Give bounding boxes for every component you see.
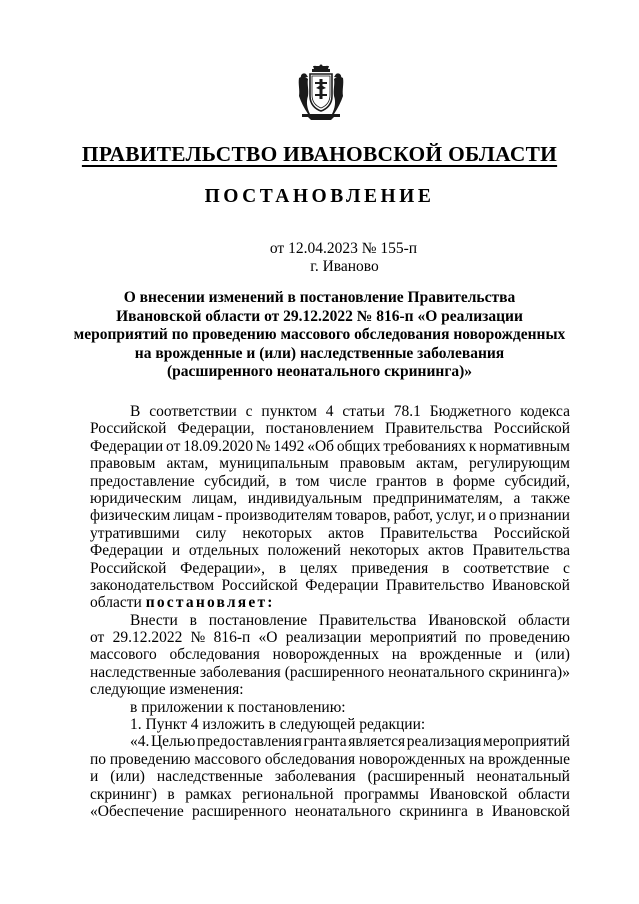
word: актов <box>427 542 464 560</box>
word: с <box>245 403 253 420</box>
paragraph-line <box>90 612 570 629</box>
word: лицам <box>173 507 215 525</box>
word: к <box>468 437 477 455</box>
word: мероприятий <box>369 629 457 647</box>
paragraph-preamble <box>90 403 570 594</box>
paragraph-line <box>90 594 570 611</box>
word: области <box>518 611 570 629</box>
word: Бюджетного <box>429 403 512 420</box>
word: в <box>167 785 175 803</box>
word: Целью <box>150 733 196 751</box>
word: Федерации, <box>177 420 255 438</box>
word: в <box>436 472 444 490</box>
word: признании <box>499 507 570 525</box>
paragraph-line <box>90 560 570 577</box>
word: 18.09.2020 <box>183 437 253 455</box>
word: в <box>441 559 450 577</box>
word: числе <box>328 472 367 490</box>
paragraph-line <box>90 681 570 698</box>
word: предпринимателям, <box>372 489 503 507</box>
subject-line: мероприятий по проведению массового обследования новорожденных <box>73 326 566 343</box>
subject-line: на врожденные и (или) наследственные заболевания <box>134 344 505 362</box>
paragraph-line <box>90 438 570 455</box>
word: проведению <box>109 750 191 768</box>
word: муниципальным <box>219 455 329 473</box>
line-text: следующие изменения: <box>90 681 244 699</box>
paragraph-line <box>90 751 570 768</box>
document-type: ПОСТАНОВЛЕНИЕ <box>204 186 435 207</box>
word: программы <box>344 785 419 803</box>
word: «Об <box>307 437 335 455</box>
line-text: 1. Пункт 4 изложить в следующей редакции: <box>130 716 426 734</box>
word: Внести <box>130 611 178 629</box>
word: целях <box>299 559 338 577</box>
word: региональной <box>242 785 334 803</box>
government-title <box>0 140 639 168</box>
word: требованиях <box>383 437 467 455</box>
word: новорожденных <box>272 646 379 664</box>
paragraph-line <box>90 733 570 750</box>
line-text: области <box>90 594 146 612</box>
word: отдельных <box>188 542 259 560</box>
paragraph-line <box>90 629 570 646</box>
paragraph-line <box>90 664 570 681</box>
word: грантов <box>375 472 427 490</box>
word: том <box>295 472 320 490</box>
word: от <box>90 629 105 647</box>
word: товаров, <box>335 507 391 525</box>
word: в <box>189 611 197 629</box>
word: Ивановской <box>491 576 570 594</box>
paragraph-line <box>90 403 570 420</box>
word: правовым <box>339 455 406 473</box>
word: проведению <box>489 629 570 647</box>
word: соответствии <box>149 403 237 420</box>
word: «О <box>258 629 278 647</box>
word: заболевания <box>274 768 356 786</box>
document-subject <box>60 289 579 382</box>
word: в <box>476 802 484 820</box>
word: услуг, <box>435 507 475 525</box>
word: Федерации <box>305 576 379 594</box>
word: статьи <box>342 403 385 420</box>
word: а <box>513 489 521 507</box>
paragraph-amendment <box>90 612 570 682</box>
word: - <box>217 507 223 525</box>
word: индивидуальным <box>247 489 363 507</box>
word: Российской <box>90 420 167 438</box>
word: Ивановской <box>429 785 508 803</box>
word: предоставления <box>197 733 302 751</box>
paragraph-line <box>90 507 570 524</box>
word: по <box>464 629 482 647</box>
resolves-keyword: постановляет: <box>145 594 275 612</box>
word: заболевания <box>199 663 281 681</box>
word: актам, <box>166 455 209 473</box>
word: и <box>171 542 181 560</box>
word: (расширенного <box>284 663 385 681</box>
word: юридическим <box>90 489 182 507</box>
word: врожденные <box>488 750 570 768</box>
word: общих <box>336 437 381 455</box>
line-text: в приложении к постановлению: <box>130 698 346 716</box>
word: неонатального <box>294 802 391 820</box>
word: (или) <box>535 646 570 664</box>
word: постановление <box>208 611 308 629</box>
word: физическим <box>90 507 171 525</box>
word: силу <box>195 524 227 542</box>
word: также <box>531 489 570 507</box>
word: врожденные <box>419 646 502 664</box>
word: некоторых <box>349 542 420 560</box>
word: и <box>90 768 99 786</box>
word: о <box>488 507 497 525</box>
word: Правительства <box>384 420 483 438</box>
word: от <box>166 437 181 455</box>
word: предоставление <box>90 472 195 490</box>
word: Правительство <box>385 576 485 594</box>
word: гранта <box>303 733 347 751</box>
word: Правительства <box>472 542 570 560</box>
subject-line: (расширенного неонатального скрининга)» <box>166 363 473 380</box>
word: наследственные <box>90 663 196 681</box>
word: производителям <box>225 507 333 525</box>
word: Правительства <box>318 611 417 629</box>
word: Российской <box>493 524 570 542</box>
word: форме <box>452 472 495 490</box>
word: в <box>278 559 287 577</box>
word: с <box>563 559 570 577</box>
word: области <box>518 785 570 803</box>
word: на <box>469 750 485 768</box>
word: Федерации <box>90 437 164 455</box>
paragraph-line <box>90 716 570 733</box>
word: В <box>130 403 141 420</box>
word: новорожденных <box>359 750 466 768</box>
word: 4 <box>325 403 334 420</box>
paragraph-line <box>90 455 570 472</box>
word: в <box>279 472 287 490</box>
word: 1492 <box>273 437 305 455</box>
word: субсидий, <box>204 472 270 490</box>
word: Ивановской <box>491 802 570 820</box>
word: соответствие <box>463 559 550 577</box>
document-date-number: от 12.04.2023 № 155-п <box>269 240 418 257</box>
word: пунктом <box>261 403 317 420</box>
word: и <box>477 507 486 525</box>
coat-of-arms-icon <box>296 64 346 120</box>
paragraph-line <box>90 420 570 437</box>
word: Российской <box>221 576 298 594</box>
word: правовым <box>90 455 156 473</box>
word: рамках <box>185 785 232 803</box>
word: регулирующим <box>468 455 570 473</box>
word: Федерации <box>90 542 164 560</box>
word: массового <box>90 646 157 664</box>
paragraph-line <box>90 803 570 820</box>
word: на <box>391 646 407 664</box>
word: скрининга <box>399 802 468 820</box>
word: неонатальный <box>476 768 570 786</box>
word: утратившими <box>90 524 180 542</box>
word: мероприятий <box>482 733 570 751</box>
word: законодательством <box>90 576 215 594</box>
paragraph-line <box>90 542 570 559</box>
word: обследования <box>169 646 260 664</box>
word: массового <box>194 750 262 768</box>
word: Российской <box>90 559 167 577</box>
paragraph-line <box>90 768 570 785</box>
paragraph-new-wording <box>90 733 570 820</box>
paragraph-line <box>90 699 570 716</box>
word: скрининга)» <box>488 663 570 681</box>
word: нормативным <box>479 437 570 455</box>
word: «4. <box>130 733 150 751</box>
word: актам, <box>416 455 458 473</box>
paragraph-line <box>90 473 570 490</box>
word: 78.1 <box>393 403 421 420</box>
document-city: г. Иваново <box>310 258 379 275</box>
word: (расширенный <box>367 768 465 786</box>
paragraph-line <box>90 577 570 594</box>
word: по <box>90 750 107 768</box>
word: Федерации», <box>180 559 265 577</box>
word: и <box>514 646 523 664</box>
word: неонатального <box>388 663 485 681</box>
word: положений <box>267 542 341 560</box>
word: 816-п <box>213 629 251 647</box>
paragraph-line <box>90 490 570 507</box>
word: является <box>348 733 406 751</box>
word: реализации <box>285 629 362 647</box>
word: наследственные <box>156 768 263 786</box>
subject-line: О внесении изменений в постановление Правительства <box>123 289 516 306</box>
paragraph-line <box>90 646 570 663</box>
word: лицам, <box>192 489 238 507</box>
word: постановлением <box>265 420 374 438</box>
word: обследования <box>264 750 356 768</box>
word: скрининг) <box>90 785 157 803</box>
government-name: ПРАВИТЕЛЬСТВО ИВАНОВСКОЙ ОБЛАСТИ <box>81 142 558 166</box>
word: 29.12.2022 <box>112 629 183 647</box>
word: расширенного <box>192 802 287 820</box>
word: (или) <box>110 768 145 786</box>
word: «Обеспечение <box>90 802 184 820</box>
document-body <box>90 403 570 820</box>
word: актов <box>328 524 364 542</box>
paragraph-line <box>90 786 570 803</box>
word: Российской <box>493 420 570 438</box>
word: работ, <box>393 507 434 525</box>
word: реализация <box>406 733 482 751</box>
word: Правительства <box>380 524 478 542</box>
subject-line: Ивановской области от 29.12.2022 № 816-п «О реализации <box>116 307 523 325</box>
word: № <box>190 629 206 647</box>
word: № <box>255 437 271 455</box>
paragraph-line <box>90 525 570 542</box>
word: некоторых <box>242 524 313 542</box>
word: Ивановской <box>428 611 507 629</box>
word: кодекса <box>520 403 570 420</box>
word: субсидий, <box>504 472 570 490</box>
word: приведения <box>351 559 429 577</box>
